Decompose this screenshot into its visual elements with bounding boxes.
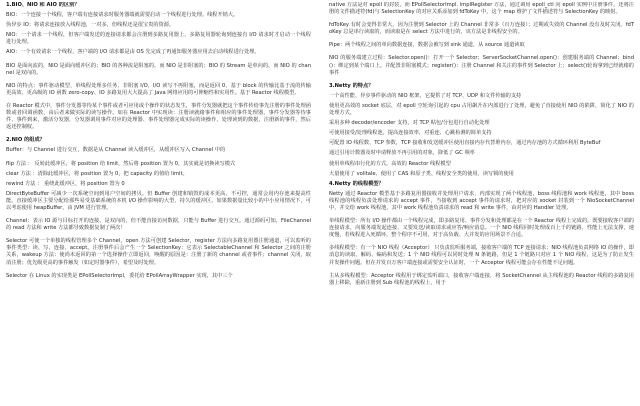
left-paragraph: flip 方法 ： 反转此缓冲区，将 position 给 limit，然后将 position 置为 0，其实就是切换读写模式 [6, 160, 236, 167]
left-paragraph: BIO 是面向流的，NIO 是面向缓冲区的；BIO 的各种流是阻塞的。而 NIO 是非阻塞的；BIO 的 Stream 是单向的，而 NIO 的 channel 是双向的。 [6, 62, 311, 76]
right-paragraph: fdToKey 有时会变得非常大，因为注册到 Selector 上的 Channel 非常多（百万连接）；过期或失效的 Channel 没有及时关闭。fdToKey 总是串行读取的，而读取是在 select 方法中进行的，该方法是非线程安全的。 [329, 22, 634, 36]
right-heading: 3.Netty 的特点？ [329, 82, 374, 89]
left-paragraph: 在 Reactor 模式中，事件分发器等待某个事件或者可应用或个操作的状态发生，事件分发器就把这个事件传给事先注册的事件处理函数或者回调函数，由后者来做实际的读写操作。如在 Reactor 中实现读：注册读就绪事件和相应的事件处理器、事件分发器等待事件、事件到来，激活分发器，分发器调用事件对应的处理器、事件处理器完成实际的读操作，处理读到的数据，注册新的事件，然后返还控制权。 [6, 102, 311, 131]
left-paragraph: DirectByteBuffer 可减少一次系统空间到用户空间的拷贝。但 Buffer 创建和销毁的成本更高，不可控，通常会用内存池来提高性能。直接缓冲区主要分配给那些易受基础系统的本机 I/O 操作影响的大型、持久的缓冲区。如果数据量比较小的中小应用情况下，可以考虑使用 heapBuffer，由 JVM 进行管理。 [6, 190, 311, 211]
left-paragraph: clear 方法 ：清除此缓冲区，将 position 置为 0，把 capacity 的值给 limit。 [6, 170, 188, 177]
left-paragraph: rewind 方法 ： 重绕此缓冲区，将 position 置为 0 [6, 180, 125, 187]
right-paragraph: NIO 的服务端建立过程：Selector.open()：打开一个 Selector；ServerSocketChannel.open()：创建服务端的 Channel；bind()：绑定到某个端口上。并配置非阻塞模式；register()：注册 Channel 和关注的事件到 Selector 上；select()轮询拿到已经就绪的事件 [329, 55, 634, 76]
right-paragraph: 采用多种 decoder/encoder 支持，对 TCP 粘包/分包进行自动化处理 [329, 120, 490, 127]
right-paragraph: 一个高性能、异步事件驱动的 NIO 框架，它提供了对 TCP、UDP 和文件传输的支持 [329, 92, 522, 99]
left-paragraph: AIO：一个有效请求一个线程，客户端的 I/O 请求都是由 OS 先完成了再通知服务器应用去启动线程进行处理。 [6, 49, 260, 56]
left-heading: 1.BIO、NIO 和 AIO 的区别？ [6, 2, 80, 8]
left-paragraph: Buffer：与 Channel 进行交互，数据是从 Channel 读入缓冲区，从缓冲区写入 Channel 中的 [6, 147, 226, 154]
right-paragraph: 通过引用计数器及时申请释放不再引用的对象，降低了 GC 频率 [329, 150, 475, 157]
right-paragraph: 主从多线程模型：Acceptor 线程用于绑定监听端口，接收客户端连接，将 SocketChannel 从主线程池的 Reactor 线程的多路复用器上移除，重新注册到 Sub 线程池的线程上，用于 [329, 272, 634, 286]
right-column [329, 2, 634, 406]
left-paragraph: Selector 可使一个单独的线程管理多个 Channel，open 方法可创建 Selector，register 方法向多路复用器注册通道，可以监听的事件类型：读、写、连接、accept。注册事件后会产生一个 SelectionKey：它表示 SelectableChannel 和 Selector 之间的注册关系，wakeup 方法：使尚未返回的第一个选择操作立即返回，唤醒的原因是：注册了新的 channel 或者事件；channel 关闭，取消注册；优先级更高的事件触发（如定时器事件），希望及时处理。 [6, 238, 311, 266]
right-paragraph: 可配置 IO 线程数、TCP 参数，TCP 接收和发送缓冲区使用直接内存代替堆内存，通过内存池的方式循环利用 ByteBuf [329, 140, 601, 147]
right-paragraph: native 方法是对 epoll 的封装，而 EPollSelectorImpl. implRegister 方法，通过调用 epoll_ctl 向 epoll 实例中注册事件，还将注册的文件描述符(fd)与 SelectionKey 的对应关系添加到 fdToKey 中，这个 map 维护了文件描述符与 SelectionKey 的映射。 [329, 2, 634, 16]
right-paragraph: 使用单线程串行化的方式，高效的 Reactor 线程模型 [329, 160, 451, 167]
left-paragraph: BIO：一个连接一个线程，客户端有连接请求时服务器端就需要启动一个线程进行处理。线程开销大。 [6, 12, 239, 19]
left-paragraph: 伪异步 IO：将请求连接放入线程池，一对多，但线程还是很宝贵的资源。 [6, 22, 175, 29]
left-paragraph: NIO 的特点：事件驱动模型、单线程处理多任务、非阻塞 I/O，I/O 读写不再阻塞，而是返回 0、基于 block 的传输比基于流的传输更高效、更高级的 IO 函数 zero-copy、IO 多路复用大大提高了 Java 网络应用的可伸缩性和实用性。基于 Reactor 线程模型。 [6, 82, 311, 96]
left-paragraph: Channel：表示 IO 源与目标打开的连接，是双向的，但不能直接访问数据，只能与 Buffer 进行交互。通过源码可知，FileChannel 的 read 方法和 write 方法都导致数据复制了两次！ [6, 218, 311, 232]
right-paragraph: 单线程模型：所有 I/O 操作都由一个线程完成，即多路复用、事件分发和处理都是在一个 Reactor 线程上完成的。既要接收客户端的连接请求，向服务端发起连接，又要发送/读取请求或应答/响应消息。一个 NIO 线程同时处理成百上千的链路，性能上无法支撑，速度慢，若线程进入死循环，整个程序不可用，对于高负载、大并发的应用场景不合适。 [329, 218, 634, 239]
right-paragraph: 大量使用了 volitale、使用了 CAS 和原子类、线程安全类的使用、读写锁的使用 [329, 170, 514, 177]
right-paragraph: 多线程模型：有一个 NIO 线程（Acceptor） 只负责监听服务端，接收客户端的 TCP 连接请求；NIO 线程池负责网络 IO 的操作，即消息的读取、解码、编码和发送；1 个 NIO 线程可以同时处理 N 条链路，但是 1 个链路只对应 1 个 NIO 线程，这是为了防止发生并发操作问题。但在并发百万客户端连接或需要安全认证时，一个 Acceptor 线程可能会存在性能不足问题。 [329, 245, 634, 266]
left-column [6, 2, 311, 406]
right-heading: 4.Netty 的线程模型？ [329, 180, 384, 187]
right-paragraph: Pipe：两个线程之间的单向数据连接，数据会被写到 sink 通道，从 source 通道读取 [329, 42, 525, 49]
left-paragraph: Selector 在 Linux 的实现类是 EPollSelectorImpl，委托给 EPollArrayWrapper 实现，其中三个 [6, 272, 233, 279]
right-paragraph: 使用更高效的 socket 底层，对 epoll 空轮询引起的 cpu 占用飙升在内部进行了处理，避免了直接使用 NIO 的陷阱，简化了 NIO 的处理方式。 [329, 102, 634, 117]
left-paragraph: NIO：一个请求一个线程，但客户端发送的连接请求都会注册到多路复用器上，多路复用器轮询到连接有 I/O 请求时才启动一个线程进行处理。 [6, 32, 311, 46]
right-paragraph: Netty 通过 Reactor 模型基于多路复用器接收并处理用户请求，内部实现了两个线程池，boss 线程池和 work 线程池，其中 boss 线程池的线程负责处理请求的 accept 事件，当接收到 accept 事件的请求时，把对应的 socket 封装到一个 NioSocketChannel 中，并交给 work 线程池，其中 work 线程池负责请求的 read 和 write 事件，由对应的 Handler 处理。 [329, 190, 634, 211]
right-paragraph: 可使用接受/处理线程池，提高连接效率，对重连、心跳检测的简单支持 [329, 130, 492, 137]
left-heading: 2.NIO 的组成？ [6, 137, 45, 144]
